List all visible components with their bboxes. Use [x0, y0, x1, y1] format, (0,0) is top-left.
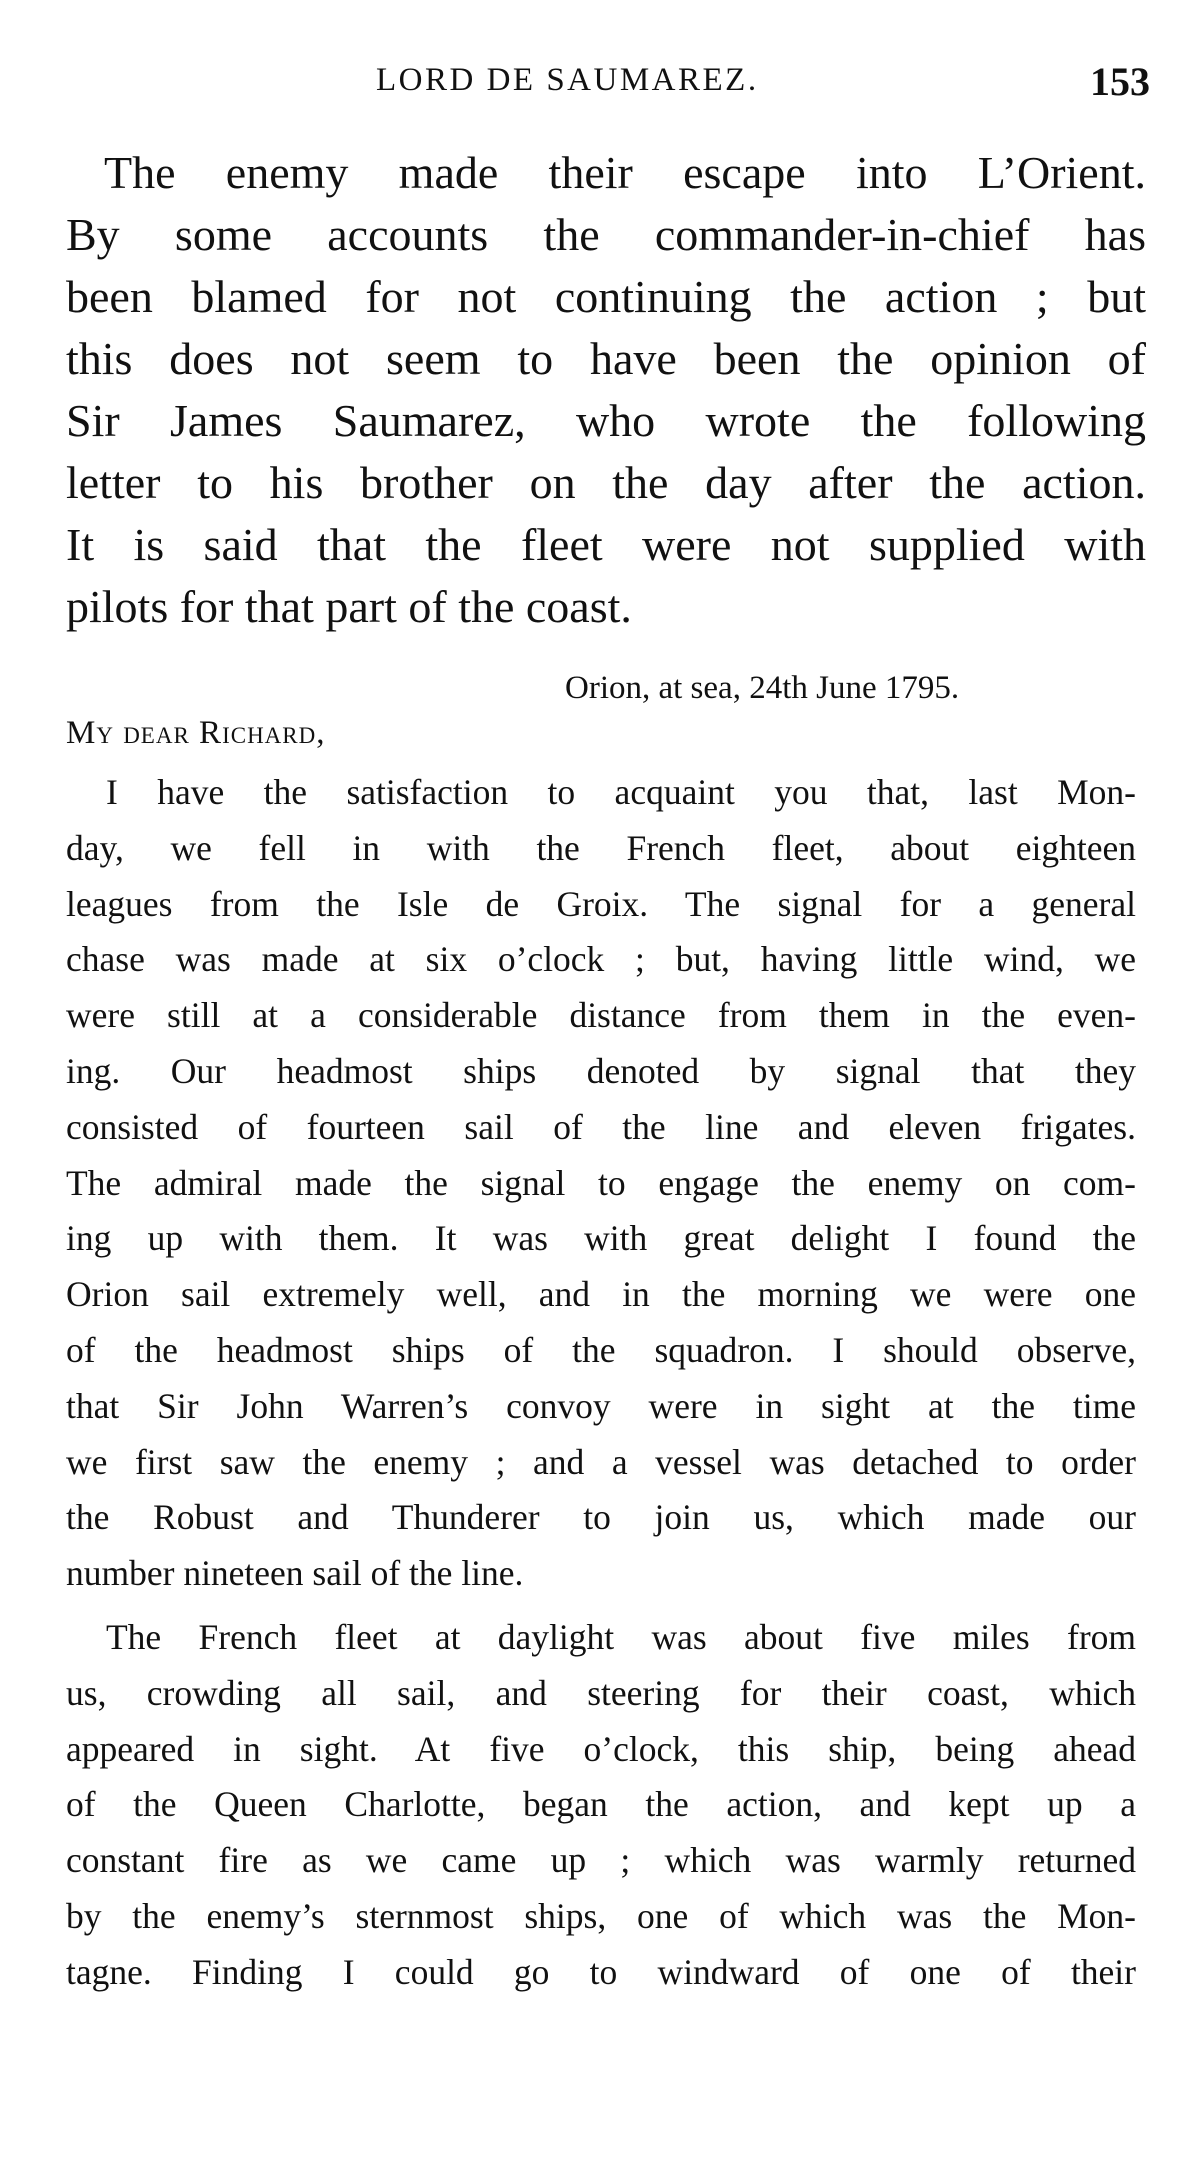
running-title: LORD DE SAUMAREZ.: [376, 62, 759, 98]
text-line: It is said that the fleet were not supplied with: [66, 519, 1146, 570]
text-line: by the enemy’s sternmost ships, one of which was the Mon-: [66, 1895, 1136, 1936]
letter-salutation: My dear Richard,: [66, 715, 326, 751]
text-line: pilots for that part of the coast.: [66, 581, 632, 632]
lead-paragraph: [66, 142, 1146, 638]
paragraph-gap: [66, 1602, 1136, 1610]
text-line: consisted of fourteen sail of the line and eleven frigates.: [66, 1106, 1136, 1147]
text-line: appeared in sight. At five o’clock, this ship, being ahead: [66, 1728, 1136, 1769]
text-line: of the Queen Charlotte, began the action, and kept up a: [66, 1784, 1136, 1825]
page-number: 153: [1090, 59, 1150, 104]
text-line: tagne. Finding I could go to windward of one of their: [66, 1951, 1136, 1992]
text-line: that Sir John Warren’s convoy were in sight at the time: [66, 1385, 1136, 1426]
letter-body: [66, 765, 1136, 2001]
page-header: [66, 59, 1150, 112]
text-line: this does not seem to have been the opinion of: [66, 333, 1146, 384]
text-line: I have the satisfaction to acquaint you that, last Mon-: [106, 772, 1136, 812]
text-line: day, we fell in with the French fleet, about eighteen: [66, 827, 1136, 868]
text-line: the Robust and Thunderer to join us, which made our: [66, 1497, 1136, 1538]
text-line: number nineteen sail of the line.: [66, 1553, 524, 1594]
text-line: The admiral made the signal to engage the enemy on com-: [66, 1162, 1136, 1203]
text-line: constant fire as we came up ; which was warmly returned: [66, 1840, 1136, 1881]
text-line: chase was made at six o’clock ; but, having little wind, we: [66, 939, 1136, 980]
letter-paragraph-1: [66, 765, 1136, 1602]
letter-dateline: Orion, at sea, 24th June 1795.: [565, 670, 960, 706]
text-line: By some accounts the commander-in-chief has: [66, 209, 1146, 260]
text-line: ing. Our headmost ships denoted by signal that they: [66, 1050, 1136, 1091]
text-line: we first saw the enemy ; and a vessel was detached to order: [66, 1441, 1136, 1482]
text-line: us, crowding all sail, and steering for their coast, which: [66, 1672, 1136, 1713]
text-line: Sir James Saumarez, who wrote the following: [66, 395, 1146, 446]
text-line: were still at a considerable distance from them in the even-: [66, 995, 1136, 1036]
text-line: been blamed for not continuing the action ; but: [66, 271, 1146, 322]
text-line: Orion sail extremely well, and in the morning we were one: [66, 1274, 1136, 1315]
text-line: ing up with them. It was with great delight I found the: [66, 1218, 1136, 1259]
letter-paragraph-2: [66, 1610, 1136, 2001]
text-line: of the headmost ships of the squadron. I should observe,: [66, 1329, 1136, 1370]
text-line: letter to his brother on the day after the action.: [66, 457, 1146, 508]
text-line: The French fleet at daylight was about five miles from: [106, 1616, 1136, 1657]
text-line: The enemy made their escape into L’Orient.: [104, 147, 1146, 198]
text-line: leagues from the Isle de Groix. The signal for a general: [66, 883, 1136, 924]
